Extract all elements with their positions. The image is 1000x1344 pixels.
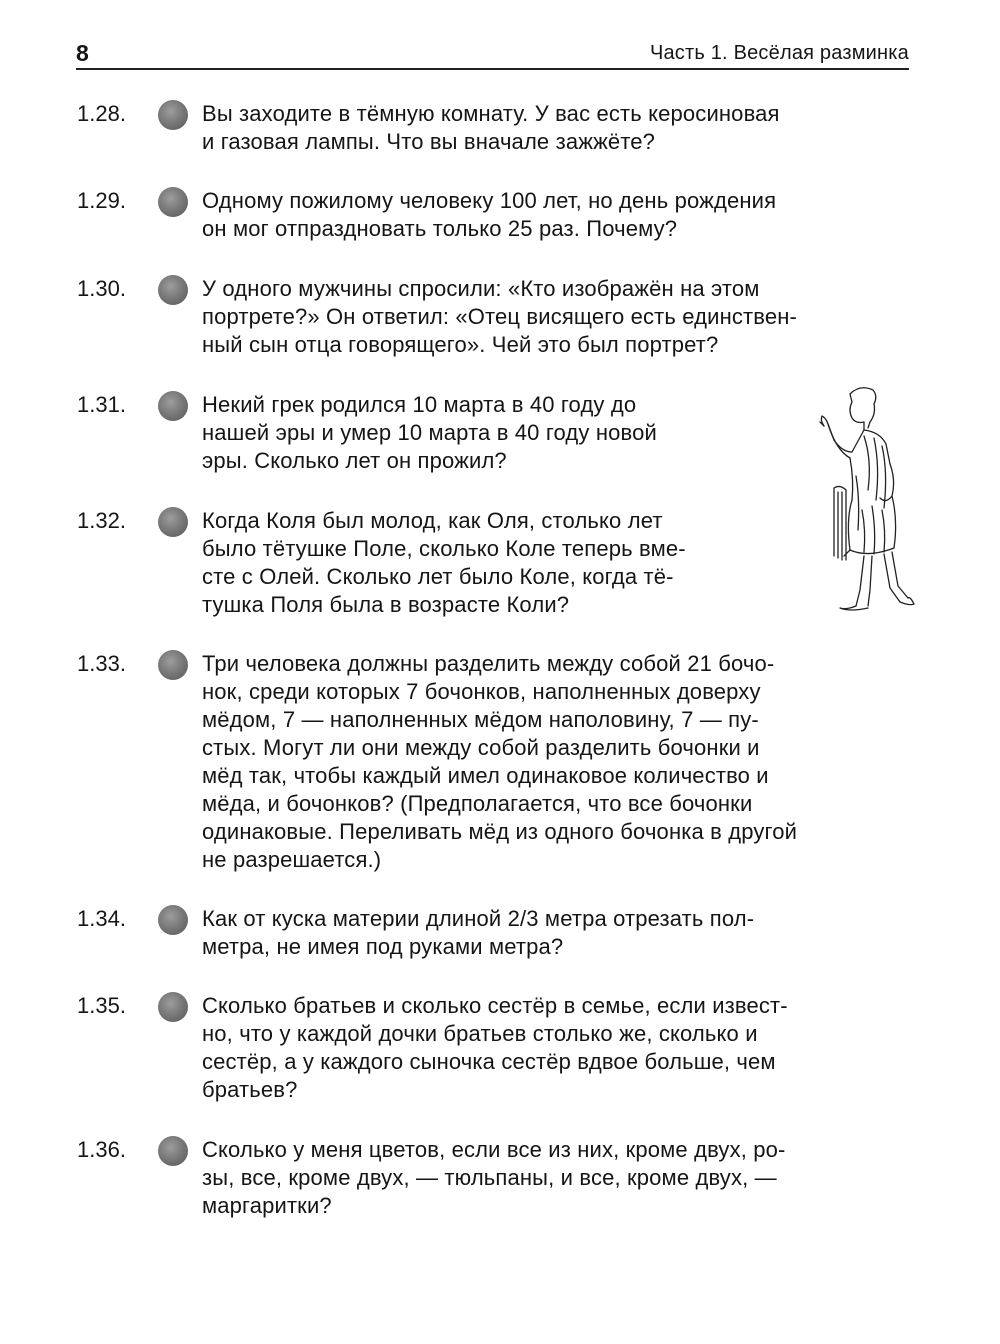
difficulty-dot-icon	[158, 275, 188, 305]
difficulty-dot-icon	[158, 992, 188, 1022]
problem-number: 1.33.	[77, 651, 126, 676]
page-number: 8	[76, 40, 89, 66]
difficulty-dot-icon	[158, 507, 188, 537]
difficulty-dot-icon	[158, 100, 188, 130]
problem-text: Одному пожилому человеку 100 лет, но день рождения он мог отпраздновать только 25 раз. Почему?	[202, 188, 777, 241]
difficulty-dot-icon	[158, 905, 188, 935]
problem-text: Сколько братьев и сколько сестёр в семье, если извест- но, что у каждой дочки братьев столько же, сколько и сестёр, а у каждого сыночка сестёр вдвое больше, чем братьев?	[202, 993, 788, 1102]
page-header	[76, 38, 909, 70]
problem-text: Сколько у меня цветов, если все из них, кроме двух, ро- зы, все, кроме двух, — тюльпаны, и все, кроме двух, — маргаритки?	[202, 1137, 786, 1218]
difficulty-dot-icon	[158, 187, 188, 217]
problem-text: Когда Коля был молод, как Оля, столько лет было тётушке Поле, сколько Коле теперь вме- сте с Олей. Сколько лет было Коле, когда тё- тушка Поля была в возрасте Коли?	[202, 508, 686, 617]
problem-text: Вы заходите в тёмную комнату. У вас есть керосиновая и газовая лампы. Что вы вначале зажжёте?	[202, 101, 780, 154]
problem-text: Три человека должны разделить между собой 21 бочо- нок, среди которых 7 бочонков, наполненных доверху мёдом, 7 — наполненных мёдом наполовину, 7 — пу- стых. Могут ли они между собой разделить бочонки и мёд так, чтобы каждый имел одинаковое количество и мёда, и бочонков? (Предполагается, что все бочонки одинаковые. Переливать мёд из одного бочонка в другой не разрешается.)	[202, 651, 798, 872]
difficulty-dot-icon	[158, 391, 188, 421]
running-title: Часть 1. Весёлая разминка	[649, 42, 909, 64]
problem-number: 1.35.	[77, 993, 126, 1018]
greek-man-illustration-icon	[810, 380, 920, 620]
problem-text: Как от куска материи длиной 2/3 метра отрезать пол- метра, не имея под руками метра?	[202, 906, 755, 959]
problem-text: Некий грек родился 10 марта в 40 году до нашей эры и умер 10 марта в 40 году новой эры. Сколько лет он прожил?	[202, 392, 657, 473]
difficulty-dot-icon	[158, 1136, 188, 1166]
problem-number: 1.31.	[77, 392, 126, 417]
difficulty-dot-icon	[158, 650, 188, 680]
problem-number: 1.34.	[77, 906, 126, 931]
problem-number: 1.28.	[77, 101, 126, 126]
problem-text: У одного мужчины спросили: «Кто изображён на этом портрете?» Он ответил: «Отец висящего есть единствен- ный сын отца говорящего». Чей это был портрет?	[202, 276, 798, 357]
problem-number: 1.30.	[77, 276, 126, 301]
problem-number: 1.32.	[77, 508, 126, 533]
problem-number: 1.29.	[77, 188, 126, 213]
problem-number: 1.36.	[77, 1137, 126, 1162]
